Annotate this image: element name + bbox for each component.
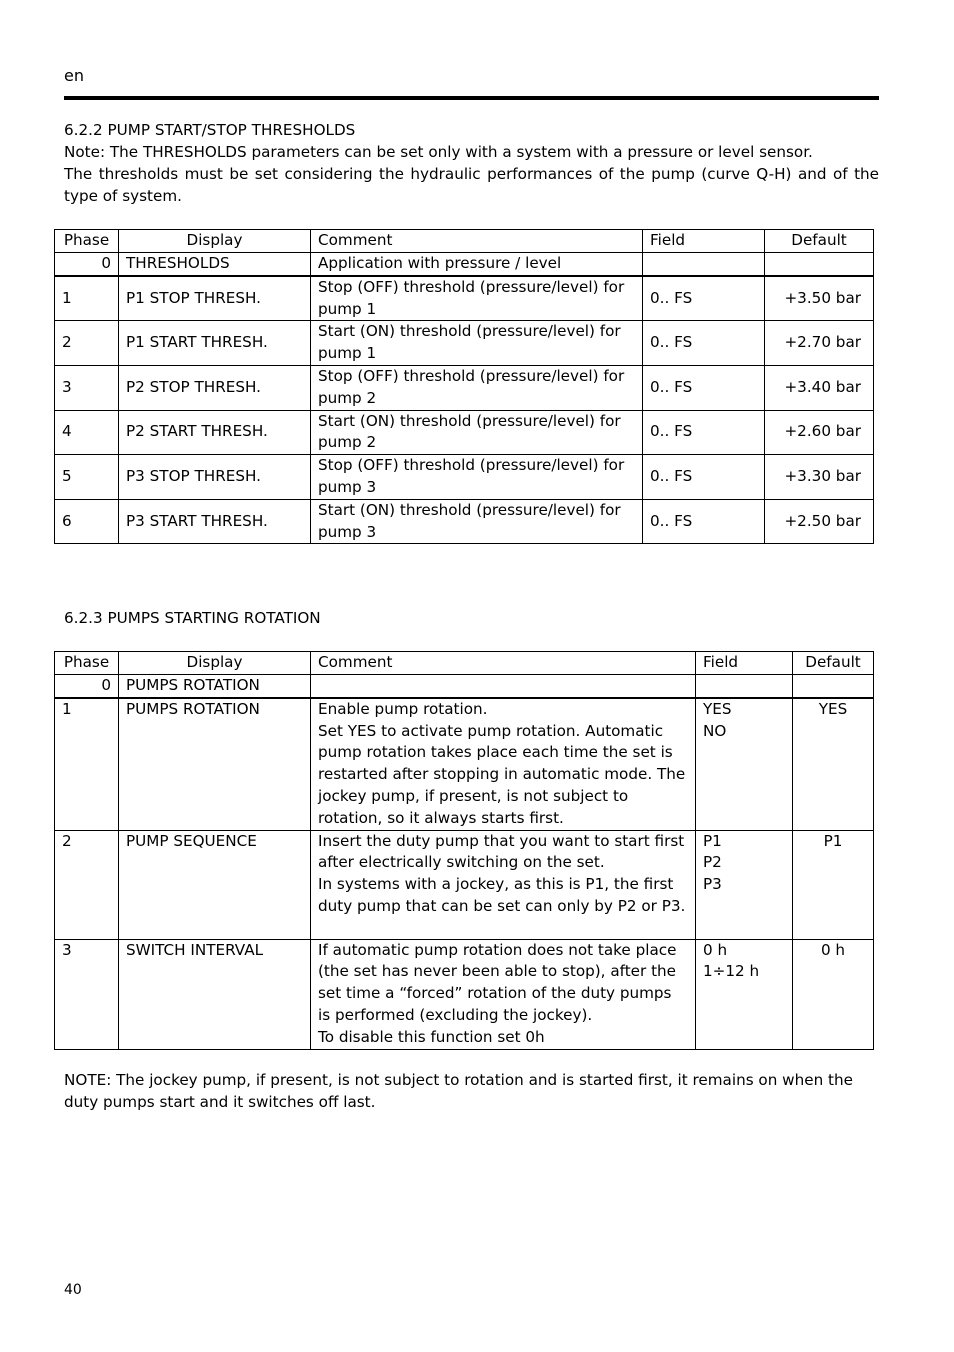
header-default: Default (793, 652, 874, 675)
rotation-note: NOTE: The jockey pump, if present, is not subject to rotation and is started first, it remains on when the duty pumps start and it switches off last. (64, 1071, 853, 1111)
row-comment: Stop (OFF) threshold (pressure/level) for pump 3 (311, 455, 643, 500)
row-display: P3 STOP THRESH. (119, 455, 311, 500)
header-phase: Phase (55, 230, 119, 253)
row-comment: Start (ON) threshold (pressure/level) for pump 1 (311, 321, 643, 366)
row-default: +2.60 bar (765, 410, 874, 455)
sub-display: PUMPS ROTATION (119, 675, 311, 698)
field-option: NO (703, 721, 727, 740)
comment-line: If automatic pump rotation does not take place (the set has never been able to stop), after the set time a “forced” rotation of the duty pumps is performed (excluding the jockey). (318, 940, 677, 1024)
header-comment: Comment (311, 652, 696, 675)
field-option: P2 (703, 853, 722, 872)
table-row (55, 499, 874, 544)
row-default: +3.40 bar (765, 365, 874, 410)
row-default: +2.50 bar (765, 499, 874, 544)
row-display: P2 START THRESH. (119, 410, 311, 455)
row-field: 0.. FS (643, 321, 765, 366)
row-comment: Start (ON) threshold (pressure/level) for pump 3 (311, 499, 643, 544)
sub-phase: 0 (55, 253, 119, 276)
thresholds-table (54, 229, 874, 544)
row-comment: Stop (OFF) threshold (pressure/level) for pump 2 (311, 365, 643, 410)
table-row (55, 455, 874, 500)
language-code: en (64, 66, 84, 85)
row-phase: 3 (55, 365, 119, 410)
row-comment: Start (ON) threshold (pressure/level) for pump 2 (311, 410, 643, 455)
row-phase: 5 (55, 455, 119, 500)
section-title-thresholds: 6.2.2 PUMP START/STOP THRESHOLDS (64, 121, 356, 139)
header-default: Default (765, 230, 874, 253)
sub-default (793, 675, 874, 698)
table-row (55, 830, 874, 939)
field-option: 0 h (703, 940, 728, 959)
row-phase: 6 (55, 499, 119, 544)
header-comment: Comment (311, 230, 643, 253)
row-phase: 1 (55, 698, 119, 830)
row-display: P1 START THRESH. (119, 321, 311, 366)
row-display: P1 STOP THRESH. (119, 276, 311, 321)
row-display: SWITCH INTERVAL (119, 939, 311, 1049)
row-field (696, 939, 793, 1049)
field-option: 1÷12 h (703, 962, 760, 981)
row-phase: 2 (55, 321, 119, 366)
sub-comment: Application with pressure / level (311, 253, 643, 276)
thresholds-note: Note: The THRESHOLDS parameters can be set only with a system with a pressure or level sensor. (64, 143, 813, 161)
sub-field (643, 253, 765, 276)
row-field: 0.. FS (643, 455, 765, 500)
header-field: Field (643, 230, 765, 253)
section-title-rotation: 6.2.3 PUMPS STARTING ROTATION (64, 609, 321, 627)
sub-phase: 0 (55, 675, 119, 698)
row-comment (311, 698, 696, 830)
page-number: 40 (64, 1282, 82, 1298)
table-header-row (55, 230, 874, 253)
header-phase: Phase (55, 652, 119, 675)
row-comment (311, 830, 696, 939)
row-comment (311, 939, 696, 1049)
row-phase: 4 (55, 410, 119, 455)
table-row (55, 698, 874, 830)
field-option: P3 (703, 875, 722, 894)
field-option: P1 (703, 831, 722, 850)
row-comment: Stop (OFF) threshold (pressure/level) for pump 1 (311, 276, 643, 321)
header-display: Display (119, 230, 311, 253)
row-phase: 2 (55, 830, 119, 939)
header-field: Field (696, 652, 793, 675)
table-row (55, 939, 874, 1049)
row-default: +3.50 bar (765, 276, 874, 321)
field-option: YES (703, 699, 732, 718)
row-field: 0.. FS (643, 499, 765, 544)
rotation-table (54, 651, 874, 1050)
row-field: 0.. FS (643, 276, 765, 321)
row-phase: 3 (55, 939, 119, 1049)
table-row (55, 410, 874, 455)
table-subheader-row (55, 675, 874, 698)
row-phase: 1 (55, 276, 119, 321)
row-field: 0.. FS (643, 365, 765, 410)
row-field (696, 698, 793, 830)
header-display: Display (119, 652, 311, 675)
comment-line: To disable this function set 0h (318, 1027, 545, 1046)
row-field: 0.. FS (643, 410, 765, 455)
sub-display: THRESHOLDS (119, 253, 311, 276)
row-default: +2.70 bar (765, 321, 874, 366)
comment-line: Insert the duty pump that you want to start first after electrically switching on the set. (318, 831, 685, 872)
row-default: 0 h (793, 939, 874, 1049)
table-header-row (55, 652, 874, 675)
row-default: P1 (793, 830, 874, 939)
table-row (55, 276, 874, 321)
table-row (55, 365, 874, 410)
row-display: PUMP SEQUENCE (119, 830, 311, 939)
sub-default (765, 253, 874, 276)
row-default: YES (793, 698, 874, 830)
row-display: PUMPS ROTATION (119, 698, 311, 830)
row-default: +3.30 bar (765, 455, 874, 500)
comment-line: Enable pump rotation. (318, 699, 488, 718)
table-subheader-row (55, 253, 874, 276)
header-rule (64, 96, 879, 100)
row-display: P2 STOP THRESH. (119, 365, 311, 410)
comment-line: In systems with a jockey, as this is P1, the first duty pump that can be set can only by P2 or P3. (318, 875, 686, 915)
table-row (55, 321, 874, 366)
row-display: P3 START THRESH. (119, 499, 311, 544)
sub-comment (311, 675, 696, 698)
thresholds-text: The thresholds must be set considering the hydraulic performances of the pump (curve Q-H) and of the type of system. (64, 165, 879, 205)
sub-field (696, 675, 793, 698)
comment-line: Set YES to activate pump rotation. Automatic pump rotation takes place each time the set is restarted after stopping in automatic mode. The jockey pump, if present, is not subject to rotation, so it always starts first. (318, 721, 686, 827)
row-field (696, 830, 793, 939)
